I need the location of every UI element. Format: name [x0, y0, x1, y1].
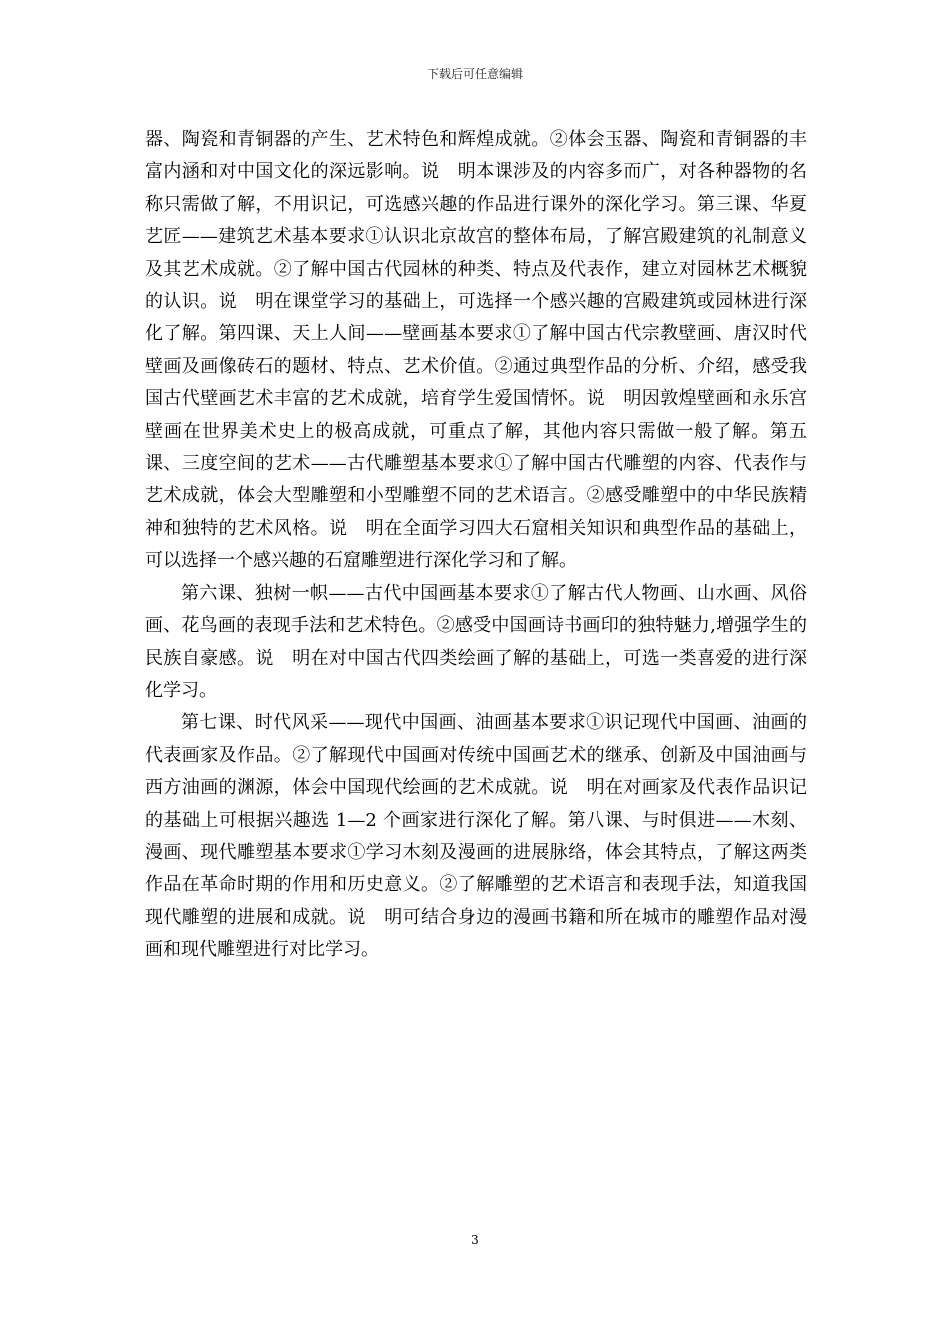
- paragraph-1: 器、陶瓷和青铜器的产生、艺术特色和辉煌成就。②体会玉器、陶瓷和青铜器的丰富内涵和对中国文化的深远影响。说 明本课涉及的内容多而广，对各种器物的名称只需做了解，不用识记，可选感兴趣的作品进行课外的深化学习。第三课、华夏艺匠——建筑艺术基本要求①认识北京故宫的整体布局，了解宫殿建筑的礼制意义及其艺术成就。②了解中国古代园林的种类、特点及代表作，建立对园林艺术概貌的认识。说 明在课堂学习的基础上，可选择一个感兴趣的宫殿建筑或园林进行深化了解。第四课、天上人间——壁画基本要求①了解中国古代宗教壁画、唐汉时代壁画及画像砖石的题材、特点、艺术价值。②通过典型作品的分析、介绍，感受我国古代壁画艺术丰富的艺术成就，培育学生爱国情怀。说 明因敦煌壁画和永乐宫壁画在世界美术史上的极高成就，可重点了解，其他内容只需做一般了解。第五课、三度空间的艺术——古代雕塑基本要求①了解中国古代雕塑的内容、代表作与艺术成就，体会大型雕塑和小型雕塑不同的艺术语言。②感受雕塑中的中华民族精神和独特的艺术风格。说 明在全面学习四大石窟相关知识和典型作品的基础上，可以选择一个感兴趣的石窟雕塑进行深化学习和了解。: [145, 129, 807, 572]
- paragraph-2: 第六课、独树一帜——古代中国画基本要求①了解古代人物画、山水画、风俗画、花鸟画的表现手法和艺术特色。②感受中国画诗书画印的独特魅力,增强学生的民族自豪感。说 明在对中国古代四类绘画了解的基础上，可选一类喜爱的进行深化学习。: [145, 582, 807, 701]
- paragraph-3: 第七课、时代风采——现代中国画、油画基本要求①识记现代中国画、油画的代表画家及作品。②了解现代中国画对传统中国画艺术的继承、创新及中国油画与西方油画的渊源，体会中国现代绘画的艺术成就。说 明在对画家及代表作品识记的基础上可根据兴趣选 1—2 个画家进行深化了解。第八课、与时俱进——木刻、漫画、现代雕塑基本要求①学习木刻及漫画的进展脉络，体会其特点，了解这两类作品在革命时期的作用和历史意义。②了解雕塑的艺术语言和表现手法，知道我国现代雕塑的进展和成就。说 明可结合身边的漫画书籍和所在城市的雕塑作品对漫画和现代雕塑进行对比学习。: [145, 712, 807, 961]
- page-header: 下载后可任意编辑: [426, 67, 523, 81]
- body-text: [145, 124, 807, 967]
- page-number: 3: [471, 1233, 479, 1247]
